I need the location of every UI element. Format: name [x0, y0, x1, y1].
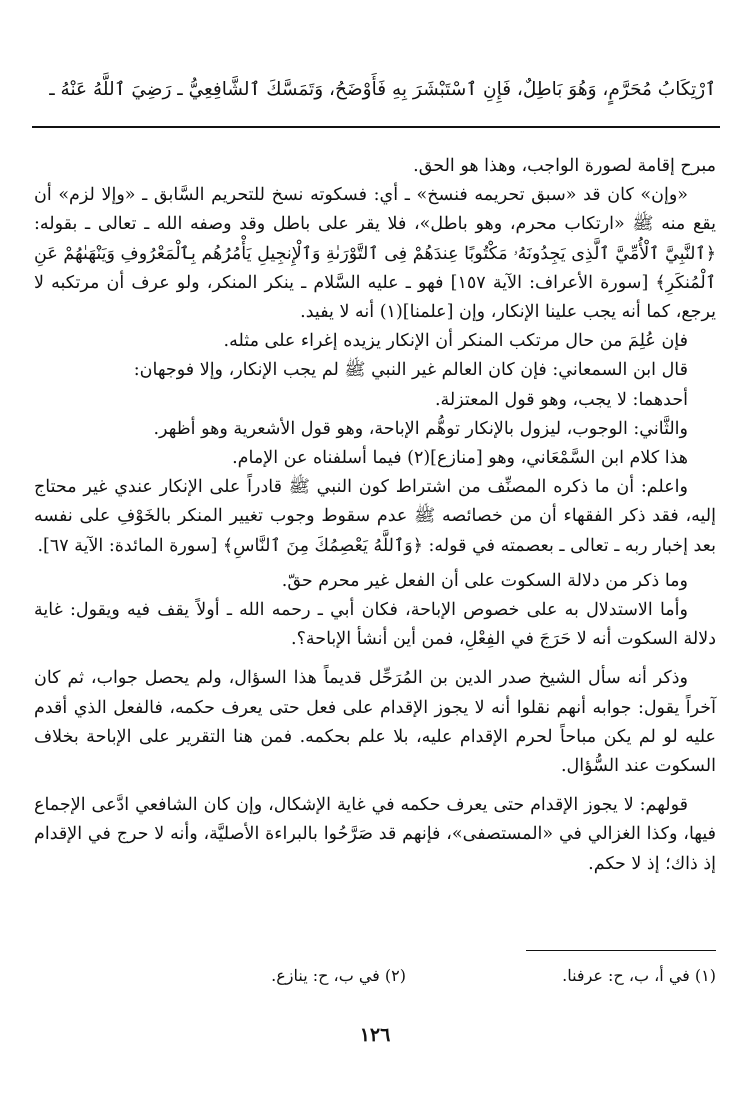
footnote-2: (٢) في ب، ح: ينازع.: [271, 966, 406, 985]
paragraph-6: والثَّاني: الوجوب، ليزول بالإنكار توهُّم الإباحة، وهو قول الأشعرية وهو أظهر.: [153, 418, 688, 439]
commentary-body: [34, 152, 716, 879]
quoted-matn-header: ٱرْتِكَابُ مُحَرَّمٍ، وَهُوَ بَاطِلٌ، فَإِنِ ٱسْتَبْشَرَ بِهِ فَأَوْضَحُ، وَتَمَسَّكَ ٱلشَّافِعِيُّ ـ رَضِيَ ٱللَّهُ عَنْهُ ـ: [49, 79, 716, 100]
footnotes: [34, 964, 716, 988]
footnote-divider: [526, 950, 716, 951]
paragraph-4: قال ابن السمعاني: فإن كان العالم غير النبي ﷺ لم يجب الإنكار، وإلا فوجهان:: [133, 360, 688, 381]
paragraph-12: قولهم: لا يجوز الإقدام حتى يعرف حكمه في غاية الإشكال، وإن كان الشافعي ادَّعى الإجماع فيها، وكذا الغزالي في «المستصفى»، فإنهم قد صَرَّحُوا بالبراءة الأصليَّة، وأنه لا حرج في الإقدام إذ ذاك؛ إذ لا حكم.: [34, 795, 716, 874]
paragraph-11: وذكر أنه سأل الشيخ صدر الدين بن المُرَحِّل قديماً هذا السؤال، ولم يحصل جواب، ثم كان آخراً يقول: جوابه أنهم نقلوا أنه لا يجوز الإقدام على فعل حتى يعرف حكمه، فالفعل الذي أقدم عليه لو لم يكن مباحاً لحرم الإقدام عليه، بلا علم بحكمه. فمن هنا التقرير على الإباحة بخلاف السكوت عند السُّؤال.: [34, 668, 716, 777]
paragraph-10: وأما الاستدلال به على خصوص الإباحة، فكان أبي ـ رحمه الله ـ أولاً يقف فيه ويقول: غاية دلالة السكوت أنه لا حَرَجَ في الفِعْلِ، فمن أين أنشأ الإباحة؟.: [34, 600, 716, 650]
footnote-1: (١) في أ، ب، ح: عرفنا.: [562, 966, 716, 985]
paragraph-9: وما ذكر من دلالة السكوت على أن الفعل غير محرم حقّ.: [281, 570, 688, 591]
paragraph-1: مبرح إقامة لصورة الواجب، وهذا هو الحق.: [413, 156, 716, 176]
paragraph-7: هذا كلام ابن السَّمْعَاني، وهو [منازع](٢) فيما أسلفناه عن الإمام.: [232, 448, 688, 469]
header-divider: [32, 126, 720, 128]
paragraph-5: أحدهما: لا يجب، وهو قول المعتزلة.: [434, 389, 688, 410]
paragraph-2: «وإن» كان قد «سبق تحريمه فنسخ» ـ أي: فسكوته نسخ للتحريم السَّابق ـ «وإلا لزم» أن يقع منه ﷺ «ارتكاب محرم، وهو باطل»، فلا يقر على باطل وقد وصفه الله ـ تعالى ـ بقوله: ﴿ٱلنَّبِيَّ ٱلْأُمِّيَّ ٱلَّذِى يَجِدُونَهُۥ مَكْتُوبًا عِندَهُمْ فِى ٱلتَّوْرَىٰةِ وَٱلْإِنجِيلِ يَأْمُرُهُم بِٱلْمَعْرُوفِ وَيَنْهَىٰهُمْ عَنِ ٱلْمُنكَرِ﴾ [سورة الأعراف: الآية ١٥٧] فهو ـ عليه السَّلام ـ ينكر المنكر، ولو عرف أن مرتكبه لا يرجع، كما أنه يجب علينا الإنكار، وإن [علمنا](١) أنه لا يفيد.: [34, 185, 716, 323]
page-number: ١٢٦: [359, 1024, 391, 1046]
paragraph-8: واعلم: أن ما ذكره المصنِّف من اشتراط كون النبي ﷺ قادراً على الإنكار عندي غير محتاج إليه، فقد ذكر الفقهاء أن من خصائصه ﷺ عدم سقوط وجوب تغيير المنكر بالخَوْفِ على نفسه بعد إخبار ربه ـ تعالى ـ بعصمته في قوله: ﴿وَٱللَّهُ يَعْصِمُكَ مِنَ ٱلنَّاسِ﴾ [سورة المائدة: الآية ٦٧].: [34, 477, 716, 556]
paragraph-3: فإن عُلِمَ من حال مرتكب المنكر أن الإنكار يزيده إغراء على مثله.: [223, 331, 688, 352]
